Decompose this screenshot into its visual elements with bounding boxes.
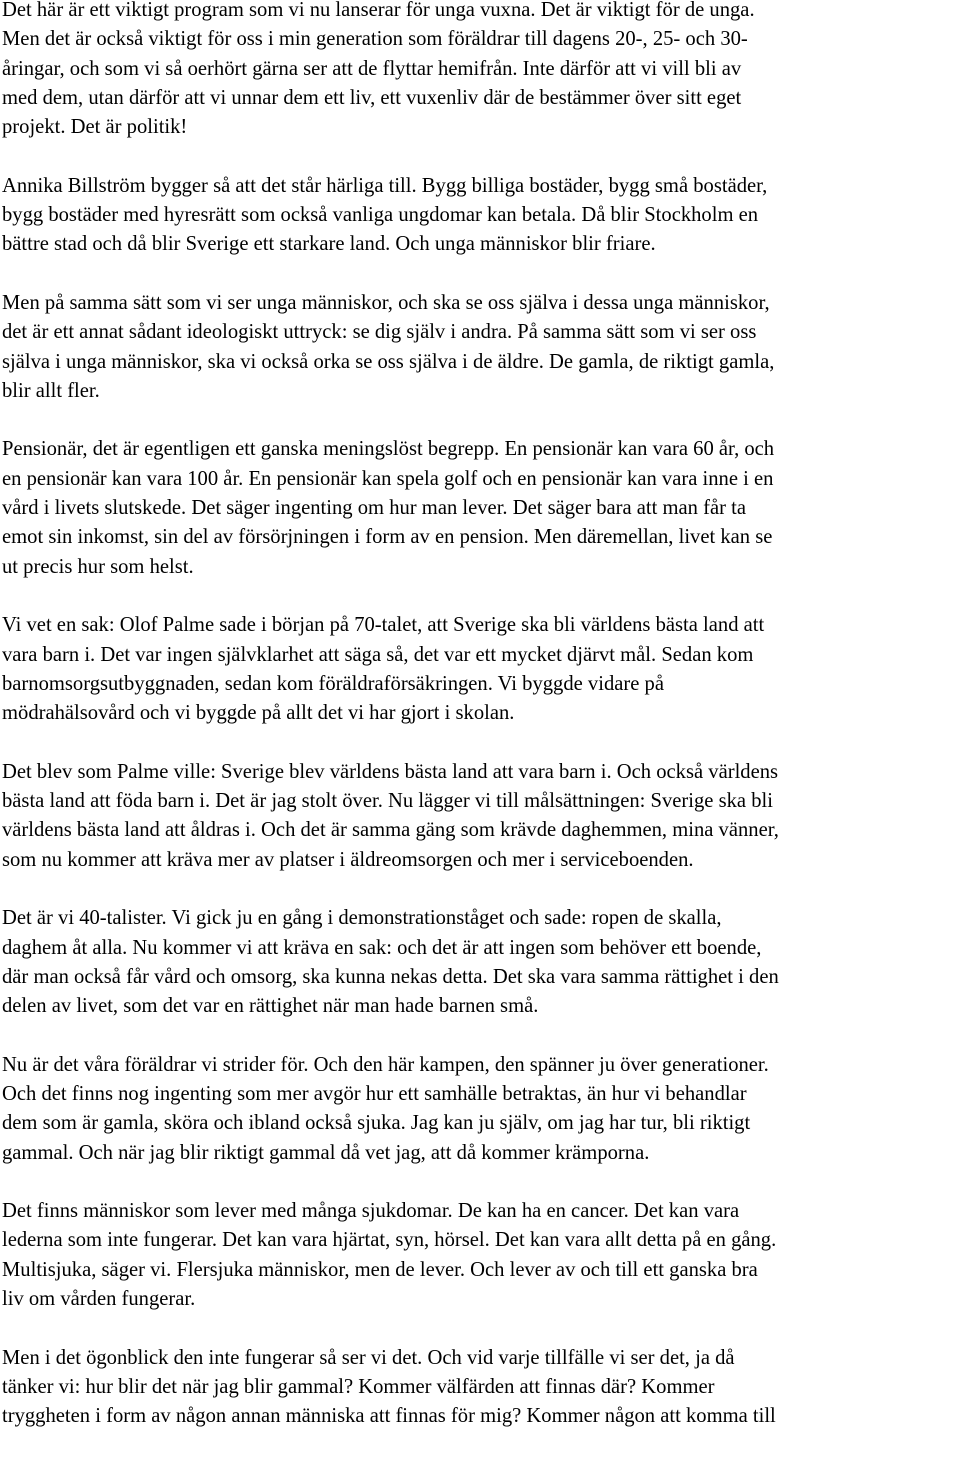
text-line: Det finns människor som lever med många sjukdomar. De kan ha en cancer. Det kan vara — [2, 1200, 740, 1223]
text-line: delen av livet, som det var en rättighet när man hade barnen små. — [2, 995, 539, 1018]
text-line: Det är vi 40-talister. Vi gick ju en gång i demonstrationståget och sade: ropen de skalla, — [2, 907, 722, 930]
text-line: en pensionär kan vara 100 år. En pensionär kan spela golf och en pensionär kan vara inne i en — [2, 467, 774, 490]
text-line: bästa land att föda barn i. Det är jag stolt över. Nu lägger vi till målsättningen: Sverige ska bli — [2, 790, 773, 813]
paragraph-1 — [2, 0, 957, 142]
text-line: Men i det ögonblick den inte fungerar så ser vi det. Och vid varje tillfälle vi ser det, ja då — [2, 1346, 735, 1369]
text-line: världens bästa land att åldras i. Och det är samma gäng som krävde daghemmen, mina vänner, — [2, 819, 779, 842]
text-line: det är ett annat sådant ideologiskt uttryck: se dig själv i andra. På samma sätt som vi ser oss — [2, 321, 757, 344]
text-line: blir allt fler. — [2, 379, 100, 402]
text-line: Det här är ett viktigt program som vi nu lanserar för unga vuxna. Det är viktigt för de unga. — [2, 0, 755, 21]
text-line: vara barn i. Det var ingen självklarhet att säga så, det var ett mycket djärvt mål. Sedan kom — [2, 643, 754, 666]
paragraph-7 — [2, 904, 957, 1021]
text-line: dem som är gamla, sköra och ibland också sjuka. Jag kan ju själv, om jag har tur, bli riktigt — [2, 1112, 751, 1135]
text-line: Multisjuka, säger vi. Flersjuka människor, men de lever. Och lever av och till ett ganska bra — [2, 1258, 758, 1281]
text-line: projekt. Det är politik! — [2, 116, 188, 139]
text-line: ut precis hur som helst. — [2, 555, 194, 578]
text-line: mödrahälsovård och vi byggde på allt det vi har gjort i skolan. — [2, 702, 515, 725]
text-line: lederna som inte fungerar. Det kan vara hjärtat, syn, hörsel. Det kan vara allt detta på en gång. — [2, 1229, 777, 1252]
text-line: liv om vården fungerar. — [2, 1288, 196, 1311]
paragraph-9 — [2, 1197, 957, 1314]
text-line: Annika Billström bygger så att det står härliga till. Bygg billiga bostäder, bygg små bostäder, — [2, 174, 768, 197]
paragraph-3 — [2, 289, 957, 406]
text-line: där man också får vård och omsorg, ska kunna nekas detta. Det ska vara samma rättighet i den — [2, 965, 779, 988]
paragraph-5 — [2, 611, 957, 728]
text-line: Och det finns nog ingenting som mer avgör hur ett samhälle betraktas, än hur vi behandlar — [2, 1082, 747, 1105]
paragraph-2 — [2, 172, 957, 260]
text-line: åringar, och som vi så oerhört gärna ser att de flyttar hemifrån. Inte därför att vi vill bli av — [2, 57, 742, 80]
text-line: med dem, utan därför att vi unnar dem ett liv, ett vuxenliv där de bestämmer över sitt eget — [2, 86, 742, 109]
text-line: bygg bostäder med hyresrätt som också vanliga ungdomar kan betala. Då blir Stockholm en — [2, 204, 759, 227]
text-line: själva i unga människor, ska vi också orka se oss själva i de äldre. De gamla, de riktigt gamla, — [2, 350, 775, 373]
text-line: Nu är det våra föräldrar vi strider för. Och den här kampen, den spänner ju över generationer. — [2, 1053, 769, 1076]
paragraph-4 — [2, 435, 957, 581]
paragraph-10 — [2, 1344, 957, 1432]
text-line: gammal. Och när jag blir riktigt gammal då vet jag, att då kommer krämporna. — [2, 1141, 650, 1164]
text-line: Pensionär, det är egentligen ett ganska meningslöst begrepp. En pensionär kan vara 60 år, och — [2, 438, 775, 461]
text-line: tänker vi: hur blir det när jag blir gammal? Kommer välfärden att finnas där? Kommer — [2, 1375, 715, 1398]
text-line: Det blev som Palme ville: Sverige blev världens bästa land att vara barn i. Och också världens — [2, 760, 779, 783]
text-line: daghem åt alla. Nu kommer vi att kräva en sak: och det är att ingen som behöver ett boende, — [2, 936, 762, 959]
text-line: bättre stad och då blir Sverige ett starkare land. Och unga människor blir friare. — [2, 233, 656, 256]
document-page — [2, 0, 957, 1461]
text-line: Men det är också viktigt för oss i min generation som föräldrar till dagens 20-, 25- och 30- — [2, 28, 748, 51]
text-line: vård i livets slutskede. Det säger ingenting om hur man lever. Det säger bara att man får ta — [2, 497, 746, 520]
paragraph-6 — [2, 758, 957, 875]
text-line: som nu kommer att kräva mer av platser i äldreomsorgen och mer i serviceboenden. — [2, 848, 694, 871]
text-line: emot sin inkomst, sin del av försörjningen i form av en pension. Men däremellan, livet kan se — [2, 526, 773, 549]
paragraph-8 — [2, 1051, 957, 1168]
text-line: Men på samma sätt som vi ser unga människor, och ska se oss själva i dessa unga människor, — [2, 291, 770, 314]
text-line: Vi vet en sak: Olof Palme sade i början på 70-talet, att Sverige ska bli världens bästa land att — [2, 614, 765, 637]
text-line: barnomsorgsutbyggnaden, sedan kom föräldraförsäkringen. Vi byggde vidare på — [2, 672, 664, 695]
text-line: tryggheten i form av någon annan människa att finnas för mig? Kommer någon att komma till — [2, 1405, 776, 1428]
